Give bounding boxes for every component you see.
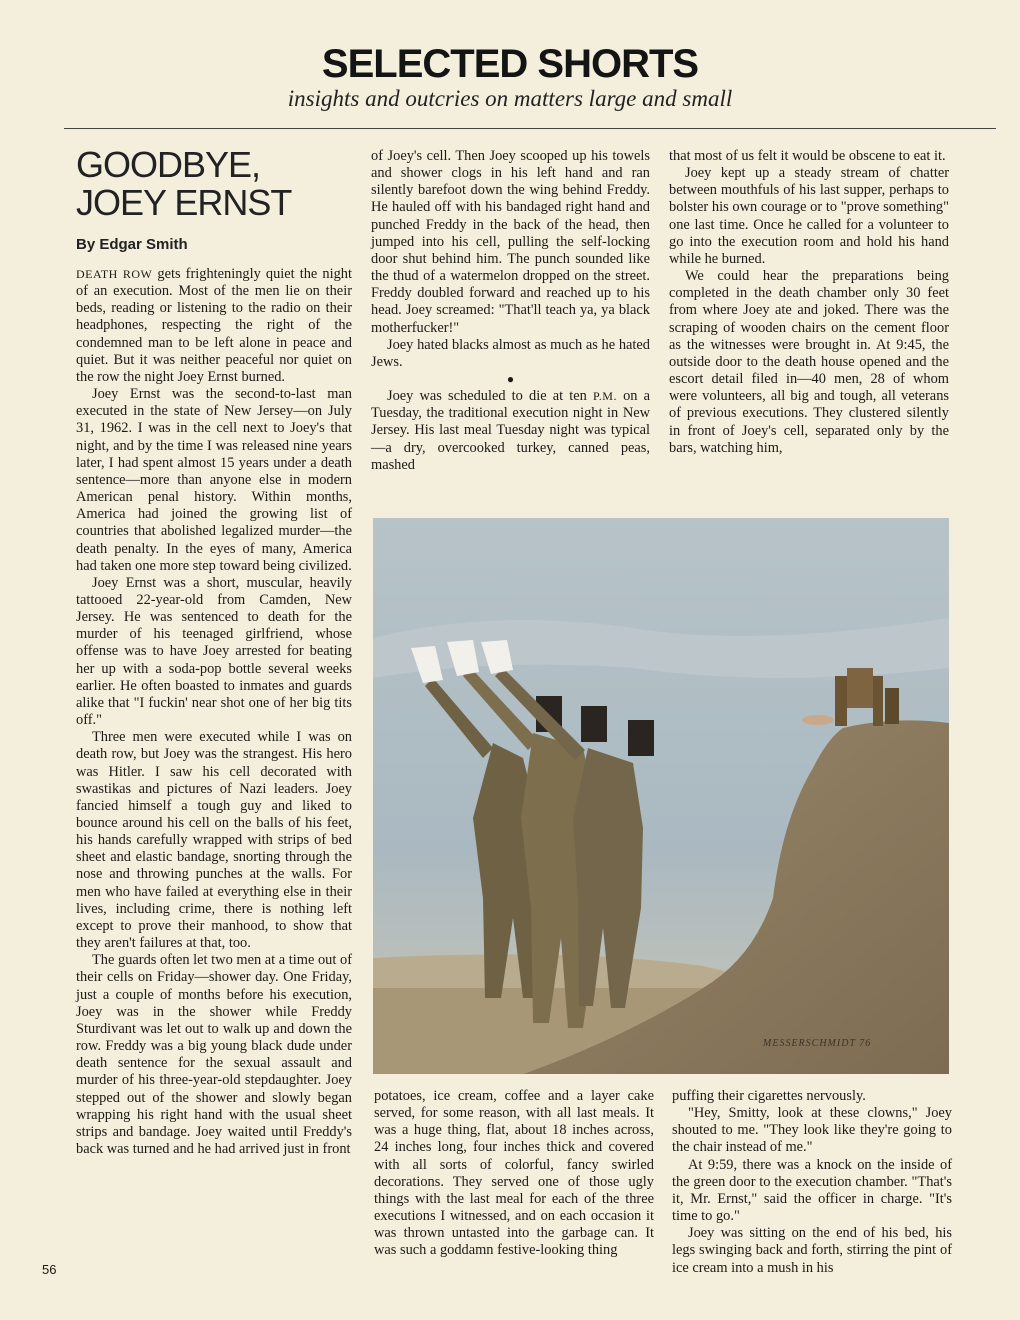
headline-line-2: JOEY ERNST — [76, 182, 292, 223]
paragraph: Joey hated blacks almost as much as he hated Jews. — [371, 336, 650, 370]
article-headline — [76, 146, 306, 222]
byline: By Edgar Smith — [76, 236, 188, 253]
paragraph: Joey Ernst was the second-to-last man executed in the state of New Jersey—on July 31, 1962. I was in the cell next to Joey's that night, and by the time I was released nine years later, I had spent almost 15 years under a death sentence—more than anyone else in modern American penal history. Within months, America had joined the growing list of countries that abolished legalized murder—the death penalty. In the eyes of many, America had taken one more step toward being civilized. — [76, 386, 352, 574]
artist-signature: MESSERSCHMIDT 76 — [763, 1038, 872, 1049]
paragraph: puffing their cigarettes nervously. — [672, 1088, 866, 1104]
illustration — [373, 518, 949, 1074]
headline-line-1: GOODBYE, — [76, 144, 261, 185]
illustration-artwork — [373, 518, 949, 1074]
paragraph: The guards often let two men at a time out of their cells on Friday—shower day. One Friday, just a couple of months before his execution, Joey was in the shower while Freddy Sturdivant was let out to walk up and down the row. Freddy was a big young black dude under death sentence for the sexual assault and murder of his three-year-old stepdaughter. Joey stepped out of the shower and slowly began wrapping his right hand with the usual sheet strips and bandage. Joey waited until Freddy's back was turned and he had arrived just in front — [76, 952, 352, 1157]
paragraph: that most of us felt it would be obscene to eat it. — [669, 148, 946, 164]
paragraph: "Hey, Smitty, look at these clowns," Joey shouted to me. "They look like they're going to the chair instead of me." — [672, 1105, 952, 1156]
paragraph — [76, 266, 352, 386]
section-title: SELECTED SHORTS — [321, 42, 699, 86]
header-divider — [64, 128, 996, 129]
top-hat — [628, 720, 654, 756]
paragraph-text: Joey was scheduled to die at ten — [387, 388, 593, 405]
paragraph: Joey Ernst was a short, muscular, heavily tattooed 22-year-old from Camden, New Jersey. He was sentenced to death for the murder of his teenaged girlfriend, whose offense was to have Joey arrested for beating her up with a soda-pop bottle several weeks earlier. He often boasted to inmates and guards alike that "I fuckin' near shot one of her big tits off." — [76, 574, 352, 729]
article-column-2 — [371, 148, 650, 474]
paragraph — [371, 388, 650, 474]
paragraph-text: gets frighteningly quiet the night of an execution. Most of the men lie on their beds, reading or listening to the radio on their headphones, respecting the right of the condemned man to be left alone in peace and quiet. But it was neither peaceful nor quiet on the row the night Joey Ernst burned. — [76, 266, 352, 385]
paragraph: potatoes, ice cream, coffee and a layer cake served, for some reason, with all last meals. It was a huge thing, flat, about 18 inches across, 24 inches long, four inches thick and covered with all sorts of colorful, fancy swirled decorations. They served one of those ugly things with the last meal for each of the three executions I witnessed, and on each occasion it was thrown untasted into the garbage can. It was such a goddamn festive-looking thing — [374, 1088, 654, 1259]
time-abbrev: P.M. — [592, 389, 617, 404]
paragraph-text: on a Tuesday, the traditional execution night in New Jersey. His last meal Tuesday night was typical—a dry, overcooked turkey, canned peas, mashed — [371, 388, 650, 473]
paragraph: of Joey's cell. Then Joey scooped up his towels and shower clogs in his left hand and ran silently barefoot down the wing behind Freddy. He hauled off with his bandaged right hand and punched Freddy in the back of the head, then jumped into his cell, pulling the self-locking door shut behind him. The punch sounded like the thud of a watermelon dropped on the street. Freddy doubled forward and reached up to his head. Joey screamed: "That'll teach ya, ya black motherfucker!" — [371, 148, 650, 336]
paragraph: At 9:59, there was a knock on the inside of the green door to the execution chamber. "That's it, Mr. Ernst," said the officer in charge. "It's time to go." — [672, 1156, 952, 1225]
lead-in: DEATH ROW — [76, 267, 153, 281]
paragraph: Three men were executed while I was on death row, but Joey was the strangest. His hero was Hitler. I saw his cell decorated with swastikas and pictures of Nazi leaders. Joey fancied himself a tough guy and liked to bounce around his cell on the balls of his feet, his hands carefully wrapped with strips of bed sheet and elastic bandage, snorting through the nose and throwing punches at the walls. For men who have failed at everything else in their lives, including crime, there is nothing left except to prove their manhood, to show that they aren't failures at that, too. — [76, 729, 352, 952]
paragraph: Joey kept up a steady stream of chatter between mouthfuls of his last supper, perhaps to bolster his own courage or to "prove something" one last time. Once he called for a volunteer to go into the execution room and hold his hand while he burned. — [669, 165, 949, 267]
article-column-2-continued — [374, 1088, 654, 1260]
article-column-3 — [669, 148, 949, 457]
section-subtitle: insights and outcries on matters large and small — [287, 86, 733, 111]
article-column-3-continued — [672, 1088, 952, 1277]
top-hat — [581, 706, 607, 742]
section-break-bullet: ● — [506, 372, 515, 387]
paragraph: Joey was sitting on the end of his bed, his legs swinging back and forth, stirring the pint of ice cream into a mush in his — [672, 1225, 952, 1276]
paragraph: We could hear the preparations being completed in the death chamber only 30 feet from where Joey ate and joked. There was the scraping of wooden chairs on the cement floor as the witnesses were brought in. At 9:45, the outside door to the death house opened and the escort detail filed in—40 men, 28 of whom were volunteers, all big and tough, all veterans of previous executions. They clustered silently in front of Joey's cell, separated only by the bars, watching him, — [669, 268, 949, 456]
page-number: 56 — [42, 1262, 57, 1277]
article-column-1 — [76, 266, 352, 1158]
